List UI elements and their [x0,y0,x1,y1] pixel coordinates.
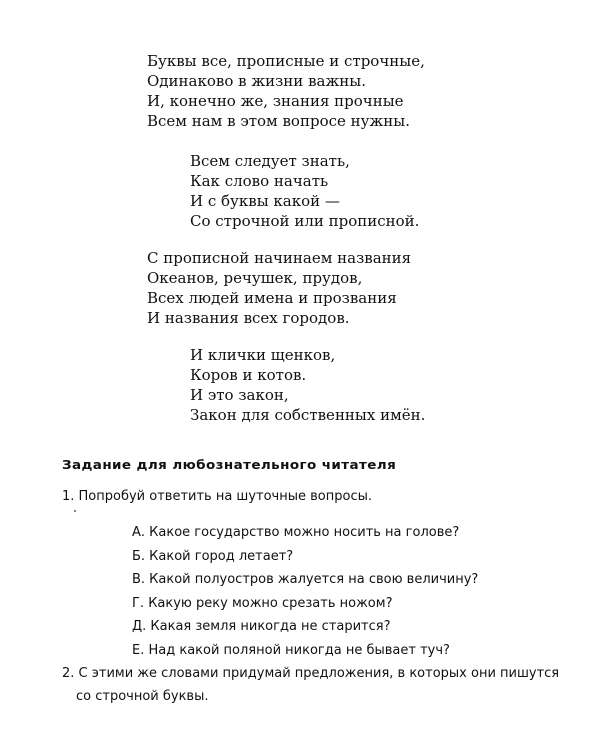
list-item: Б. Какой город летает? [132,548,294,564]
poem-line: Как слово начать [190,172,329,190]
poem-line: Всех людей имена и прозвания [147,289,397,307]
poem-line: Буквы все, прописные и строчные, [147,52,425,70]
poem-line: Одинаково в жизни важны. [147,72,366,90]
task-1-intro: 1. Попробуй ответить на шуточные вопросы. [62,489,372,504]
poem-stanza-3 [147,248,411,328]
poem-line: Коров и котов. [190,366,307,384]
poem-line: Закон для собственных имён. [190,406,426,424]
list-item: Д. Какая земля никогда не старится? [132,619,391,634]
list-item: А. Какое государство можно носить на голове? [132,525,460,540]
list-item: В. Какой полуостров жалуется на свою величину? [132,572,479,587]
task-2-line-2: со строчной буквы. [76,689,209,704]
poem-line: Океанов, речушек, прудов, [147,269,363,287]
poem-line: И названия всех городов. [147,309,350,327]
poem-stanza-1 [147,51,425,131]
poem-line: Всем следует знать, [190,152,350,170]
task-2-line-1: 2. С этими же словами придумай предложения, в которых они пишутся [62,666,560,681]
task-heading: Задание для любознательного читателя [62,458,397,473]
task-2-text [62,662,562,708]
poem-line: С прописной начинаем названия [147,249,412,267]
print-speck [74,510,76,512]
poem-stanza-2 [190,151,419,231]
list-item: Г. Какую реку можно срезать ножом? [132,595,393,611]
poem-line: Со строчной или прописной. [190,212,420,230]
poem-line: Всем нам в этом вопросе нужны. [147,112,410,130]
poem-line: И это закон, [190,386,289,404]
poem-line: И с буквы какой — [190,192,340,210]
joke-questions-list [132,521,478,662]
list-item: Е. Над какой поляной никогда не бывает туч? [132,642,450,658]
poem-line: И, конечно же, знания прочные [147,92,404,110]
poem-stanza-4 [190,345,425,425]
poem-line: И клички щенков, [190,346,336,364]
